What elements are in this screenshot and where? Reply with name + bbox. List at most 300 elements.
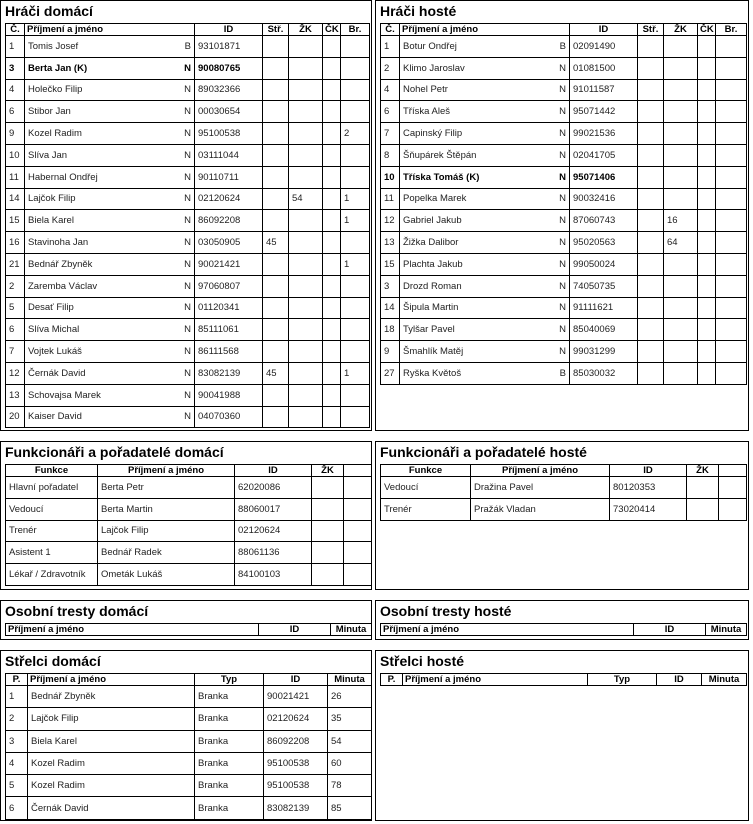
cell-str	[638, 144, 664, 166]
cell-str	[263, 101, 289, 123]
cell-pos: N	[167, 362, 195, 384]
cell-name: Ryška Květoš	[400, 362, 542, 384]
away-players-body	[381, 36, 747, 385]
cell-p: 3	[6, 730, 28, 752]
cell-ck	[323, 36, 341, 58]
col-order-header: P.	[6, 674, 28, 686]
home-players-body	[6, 36, 370, 428]
cell-minute: 26	[328, 686, 372, 708]
cell-zk	[289, 297, 323, 319]
col-minute-header: Minuta	[706, 624, 747, 636]
cell-id: 90110711	[195, 166, 263, 188]
cell-id: 00030654	[195, 101, 263, 123]
cell-name: Biela Karel	[25, 210, 167, 232]
col-own-goals-header: Br.	[341, 24, 370, 36]
cell-id: 84100103	[235, 564, 312, 586]
cell-name: Tříska Aleš	[400, 101, 542, 123]
cell-str	[638, 319, 664, 341]
cell-pos: N	[542, 57, 570, 79]
cell-ck	[323, 79, 341, 101]
cell-zk	[664, 188, 698, 210]
cell-pos: N	[542, 101, 570, 123]
cell-num: 3	[6, 57, 25, 79]
cell-name: Pražák Vladan	[471, 498, 610, 520]
table-row	[6, 341, 370, 363]
col-goals-header: Stř.	[263, 24, 289, 36]
col-id-header: ID	[235, 465, 312, 477]
cell-name: Stavinoha Jan	[25, 232, 167, 254]
table-row	[6, 708, 372, 730]
cell-ck	[698, 210, 716, 232]
cell-pos: N	[167, 319, 195, 341]
table-row	[381, 362, 747, 384]
home-scorers-title: Střelci domácí	[5, 653, 101, 669]
cell-num: 14	[381, 297, 400, 319]
table-row	[6, 144, 370, 166]
cell-p: 5	[6, 775, 28, 797]
cell-extra	[344, 520, 372, 542]
cell-name: Drozd Roman	[400, 275, 542, 297]
cell-str	[638, 275, 664, 297]
cell-br	[341, 57, 370, 79]
col-id-header: ID	[657, 674, 702, 686]
cell-zk	[664, 253, 698, 275]
cell-zk	[664, 297, 698, 319]
cell-zk	[664, 144, 698, 166]
cell-id: 95020563	[570, 232, 638, 254]
col-order-header: P.	[381, 674, 403, 686]
table-row	[6, 406, 370, 428]
table-row	[381, 297, 747, 319]
cell-id: 85111061	[195, 319, 263, 341]
table-row	[6, 166, 370, 188]
col-own-goals-header: Br.	[716, 24, 747, 36]
cell-zk	[312, 477, 344, 499]
table-row	[6, 498, 372, 520]
col-type-header: Typ	[195, 674, 264, 686]
cell-num: 5	[6, 297, 25, 319]
cell-zk	[687, 498, 719, 520]
home-officials-body	[6, 477, 372, 586]
cell-ck	[323, 384, 341, 406]
cell-pos: N	[167, 79, 195, 101]
cell-str	[638, 36, 664, 58]
cell-num: 6	[381, 101, 400, 123]
cell-name: Lajčok Filip	[98, 520, 235, 542]
cell-num: 20	[6, 406, 25, 428]
col-role-header: Funkce	[6, 465, 98, 477]
cell-br	[716, 275, 747, 297]
away-players-panel	[375, 0, 749, 431]
cell-zk	[289, 57, 323, 79]
cell-ck	[323, 57, 341, 79]
table-row	[6, 232, 370, 254]
table-row	[381, 210, 747, 232]
cell-id: 86092208	[195, 210, 263, 232]
cell-ck	[698, 341, 716, 363]
cell-name: Kozel Radim	[25, 123, 167, 145]
cell-id: 85040069	[570, 319, 638, 341]
cell-str	[263, 144, 289, 166]
table-row	[6, 297, 370, 319]
cell-zk	[289, 384, 323, 406]
cell-zk	[687, 477, 719, 499]
cell-pos: N	[542, 188, 570, 210]
cell-str	[638, 101, 664, 123]
cell-zk	[289, 341, 323, 363]
col-yellow-card-header: ŽK	[687, 465, 719, 477]
home-scorers-body	[6, 686, 372, 820]
cell-br	[341, 297, 370, 319]
cell-name: Klimo Jaroslav	[400, 57, 542, 79]
cell-ck	[698, 144, 716, 166]
cell-br	[716, 101, 747, 123]
table-row	[6, 520, 372, 542]
cell-str: 45	[263, 232, 289, 254]
cell-ck	[698, 232, 716, 254]
cell-pos: N	[167, 166, 195, 188]
table-row	[6, 101, 370, 123]
col-name-header: Příjmení a jméno	[403, 674, 588, 686]
col-id-header: ID	[610, 465, 687, 477]
cell-role: Trenér	[6, 520, 98, 542]
cell-zk	[312, 520, 344, 542]
cell-br	[716, 362, 747, 384]
cell-str	[263, 57, 289, 79]
col-minute-header: Minuta	[331, 624, 372, 636]
cell-str	[263, 275, 289, 297]
col-red-card-header: ČK	[698, 24, 716, 36]
cell-br	[341, 275, 370, 297]
cell-id: 89032366	[195, 79, 263, 101]
cell-str	[263, 297, 289, 319]
cell-str	[638, 232, 664, 254]
cell-ck	[698, 297, 716, 319]
cell-br	[716, 79, 747, 101]
cell-zk	[289, 319, 323, 341]
cell-str	[638, 57, 664, 79]
col-id-header: ID	[570, 24, 638, 36]
cell-br	[716, 253, 747, 275]
cell-str	[638, 123, 664, 145]
cell-name: Slíva Jan	[25, 144, 167, 166]
away-scorers-panel	[375, 650, 749, 821]
cell-num: 13	[381, 232, 400, 254]
cell-num: 4	[6, 79, 25, 101]
cell-br	[716, 232, 747, 254]
cell-id: 91011587	[570, 79, 638, 101]
cell-num: 9	[381, 341, 400, 363]
cell-ck	[323, 341, 341, 363]
cell-id: 99031299	[570, 341, 638, 363]
cell-name: Berta Jan (K)	[25, 57, 167, 79]
table-row	[6, 36, 370, 58]
cell-id: 90080765	[195, 57, 263, 79]
cell-role: Asistent 1	[6, 542, 98, 564]
cell-id: 02120624	[195, 188, 263, 210]
cell-name: Lajčok Filip	[28, 708, 195, 730]
table-row	[6, 797, 372, 819]
cell-id: 01081500	[570, 57, 638, 79]
cell-ck	[698, 79, 716, 101]
cell-pos: N	[167, 210, 195, 232]
home-penalties-table	[5, 623, 372, 636]
cell-zk: 54	[289, 188, 323, 210]
cell-p: 4	[6, 752, 28, 774]
cell-zk	[312, 498, 344, 520]
cell-ck	[323, 406, 341, 428]
cell-ck	[323, 297, 341, 319]
cell-ck	[323, 123, 341, 145]
cell-extra	[344, 477, 372, 499]
cell-role: Trenér	[381, 498, 471, 520]
cell-br	[716, 123, 747, 145]
table-row	[381, 319, 747, 341]
cell-zk	[289, 210, 323, 232]
cell-pos: N	[167, 253, 195, 275]
table-row	[381, 232, 747, 254]
table-row	[381, 36, 747, 58]
cell-name: Šipula Martin	[400, 297, 542, 319]
cell-pos: N	[542, 210, 570, 232]
cell-zk: 64	[664, 232, 698, 254]
cell-num: 6	[6, 101, 25, 123]
cell-name: Žižka Dalibor	[400, 232, 542, 254]
cell-minute: 54	[328, 730, 372, 752]
cell-name: Capinský Filip	[400, 123, 542, 145]
cell-zk	[664, 166, 698, 188]
cell-pos: N	[542, 79, 570, 101]
home-players-table	[5, 23, 370, 428]
cell-name: Ometák Lukáš	[98, 564, 235, 586]
table-row	[381, 275, 747, 297]
cell-role: Lékař / Zdravotník	[6, 564, 98, 586]
cell-id: 86111568	[195, 341, 263, 363]
away-players-title: Hráči hosté	[380, 3, 457, 19]
cell-str	[638, 79, 664, 101]
col-yellow-card-header: ŽK	[664, 24, 698, 36]
cell-num: 4	[381, 79, 400, 101]
cell-pos: N	[167, 297, 195, 319]
cell-num: 2	[6, 275, 25, 297]
cell-id: 90021421	[264, 686, 328, 708]
cell-name: Berta Martin	[98, 498, 235, 520]
cell-id: 87060743	[570, 210, 638, 232]
cell-pos: N	[167, 144, 195, 166]
cell-ck	[323, 253, 341, 275]
cell-str	[263, 384, 289, 406]
table-row	[381, 57, 747, 79]
cell-extra	[344, 564, 372, 586]
cell-id: 95071406	[570, 166, 638, 188]
table-row	[381, 253, 747, 275]
cell-zk	[289, 79, 323, 101]
cell-br	[716, 210, 747, 232]
cell-br: 1	[341, 188, 370, 210]
cell-minute: 85	[328, 797, 372, 819]
cell-name: Berta Petr	[98, 477, 235, 499]
cell-name: Plachta Jakub	[400, 253, 542, 275]
cell-id: 83082139	[264, 797, 328, 819]
cell-num: 14	[6, 188, 25, 210]
home-scorers-panel	[0, 650, 372, 821]
cell-id: 02091490	[570, 36, 638, 58]
cell-num: 11	[6, 166, 25, 188]
col-name-header: Příjmení a jméno	[25, 24, 195, 36]
cell-str	[263, 188, 289, 210]
col-name-header: Příjmení a jméno	[381, 624, 634, 636]
cell-ck	[323, 362, 341, 384]
cell-ck	[323, 210, 341, 232]
cell-zk	[664, 36, 698, 58]
cell-minute: 78	[328, 775, 372, 797]
cell-id: 90041988	[195, 384, 263, 406]
cell-type: Branka	[195, 686, 264, 708]
cell-name: Lajčok Filip	[25, 188, 167, 210]
cell-br	[716, 188, 747, 210]
col-name-header: Příjmení a jméno	[6, 624, 259, 636]
col-name-header: Příjmení a jméno	[28, 674, 195, 686]
cell-pos: N	[167, 384, 195, 406]
cell-str: 45	[263, 362, 289, 384]
cell-ck	[323, 188, 341, 210]
cell-zk	[312, 564, 344, 586]
cell-name: Černák David	[25, 362, 167, 384]
cell-name: Tomis Josef	[25, 36, 167, 58]
cell-num: 21	[6, 253, 25, 275]
table-row	[381, 498, 747, 520]
cell-type: Branka	[195, 708, 264, 730]
cell-ck	[323, 275, 341, 297]
cell-name: Desať Filip	[25, 297, 167, 319]
cell-num: 16	[6, 232, 25, 254]
cell-br	[341, 384, 370, 406]
cell-zk	[289, 232, 323, 254]
table-row	[381, 144, 747, 166]
cell-pos: N	[167, 232, 195, 254]
table-row	[381, 166, 747, 188]
cell-name: Stibor Jan	[25, 101, 167, 123]
cell-pos: N	[542, 319, 570, 341]
cell-num: 1	[381, 36, 400, 58]
table-row	[6, 686, 372, 708]
cell-pos: N	[542, 341, 570, 363]
cell-zk	[289, 275, 323, 297]
cell-name: Šňupárek Štěpán	[400, 144, 542, 166]
cell-num: 9	[6, 123, 25, 145]
table-row	[6, 319, 370, 341]
col-yellow-card-header: ŽK	[289, 24, 323, 36]
home-scorers-table	[5, 673, 372, 820]
cell-br	[716, 297, 747, 319]
cell-br	[341, 406, 370, 428]
away-officials-body	[381, 477, 747, 521]
cell-id: 90032416	[570, 188, 638, 210]
cell-name: Nohel Petr	[400, 79, 542, 101]
cell-num: 15	[6, 210, 25, 232]
cell-zk	[664, 319, 698, 341]
cell-num: 1	[6, 36, 25, 58]
cell-num: 11	[381, 188, 400, 210]
away-scorers-title: Střelci hosté	[380, 653, 465, 669]
col-minute-header: Minuta	[328, 674, 372, 686]
away-penalties-panel	[375, 600, 749, 640]
cell-br	[341, 232, 370, 254]
table-row	[6, 275, 370, 297]
cell-br	[341, 36, 370, 58]
cell-id: 99050024	[570, 253, 638, 275]
table-row	[6, 123, 370, 145]
cell-pos: N	[542, 232, 570, 254]
cell-name: Popelka Marek	[400, 188, 542, 210]
col-name-header: Příjmení a jméno	[400, 24, 570, 36]
cell-str	[263, 253, 289, 275]
cell-name: Šmahlík Matěj	[400, 341, 542, 363]
cell-id: 02041705	[570, 144, 638, 166]
away-officials-title: Funkcionáři a pořadatelé hosté	[380, 444, 587, 460]
cell-id: 90021421	[195, 253, 263, 275]
cell-ck	[323, 232, 341, 254]
col-id-header: ID	[195, 24, 263, 36]
cell-ck	[698, 166, 716, 188]
cell-zk	[664, 101, 698, 123]
cell-zk	[289, 36, 323, 58]
cell-br: 1	[341, 362, 370, 384]
col-type-header: Typ	[588, 674, 657, 686]
table-row	[381, 79, 747, 101]
cell-pos: B	[542, 362, 570, 384]
cell-id: 93101871	[195, 36, 263, 58]
cell-name: Tříska Tomáš (K)	[400, 166, 542, 188]
cell-str	[263, 319, 289, 341]
cell-role: Vedoucí	[6, 498, 98, 520]
cell-id: 80120353	[610, 477, 687, 499]
cell-name: Černák David	[28, 797, 195, 819]
cell-zk	[289, 406, 323, 428]
col-minute-header: Minuta	[702, 674, 747, 686]
home-officials-title: Funkcionáři a pořadatelé domácí	[5, 444, 224, 460]
cell-name: Biela Karel	[28, 730, 195, 752]
cell-type: Branka	[195, 775, 264, 797]
col-extra-header	[344, 465, 372, 477]
cell-role: Hlavní pořadatel	[6, 477, 98, 499]
cell-id: 95071442	[570, 101, 638, 123]
cell-name: Kozel Radim	[28, 775, 195, 797]
col-id-header: ID	[259, 624, 331, 636]
cell-extra	[719, 498, 747, 520]
col-id-header: ID	[634, 624, 706, 636]
cell-extra	[719, 477, 747, 499]
cell-num: 3	[381, 275, 400, 297]
cell-ck	[698, 188, 716, 210]
cell-name: Tylšar Pavel	[400, 319, 542, 341]
cell-extra	[344, 542, 372, 564]
cell-zk	[664, 57, 698, 79]
table-row	[381, 123, 747, 145]
cell-role: Vedoucí	[381, 477, 471, 499]
cell-name: Vojtek Lukáš	[25, 341, 167, 363]
cell-name: Habernal Ondřej	[25, 166, 167, 188]
cell-zk	[289, 101, 323, 123]
cell-br	[341, 144, 370, 166]
col-yellow-card-header: ŽK	[312, 465, 344, 477]
cell-name: Kaiser David	[25, 406, 167, 428]
cell-ck	[698, 362, 716, 384]
table-row	[6, 730, 372, 752]
cell-pos: N	[542, 297, 570, 319]
cell-num: 8	[381, 144, 400, 166]
cell-br	[716, 144, 747, 166]
